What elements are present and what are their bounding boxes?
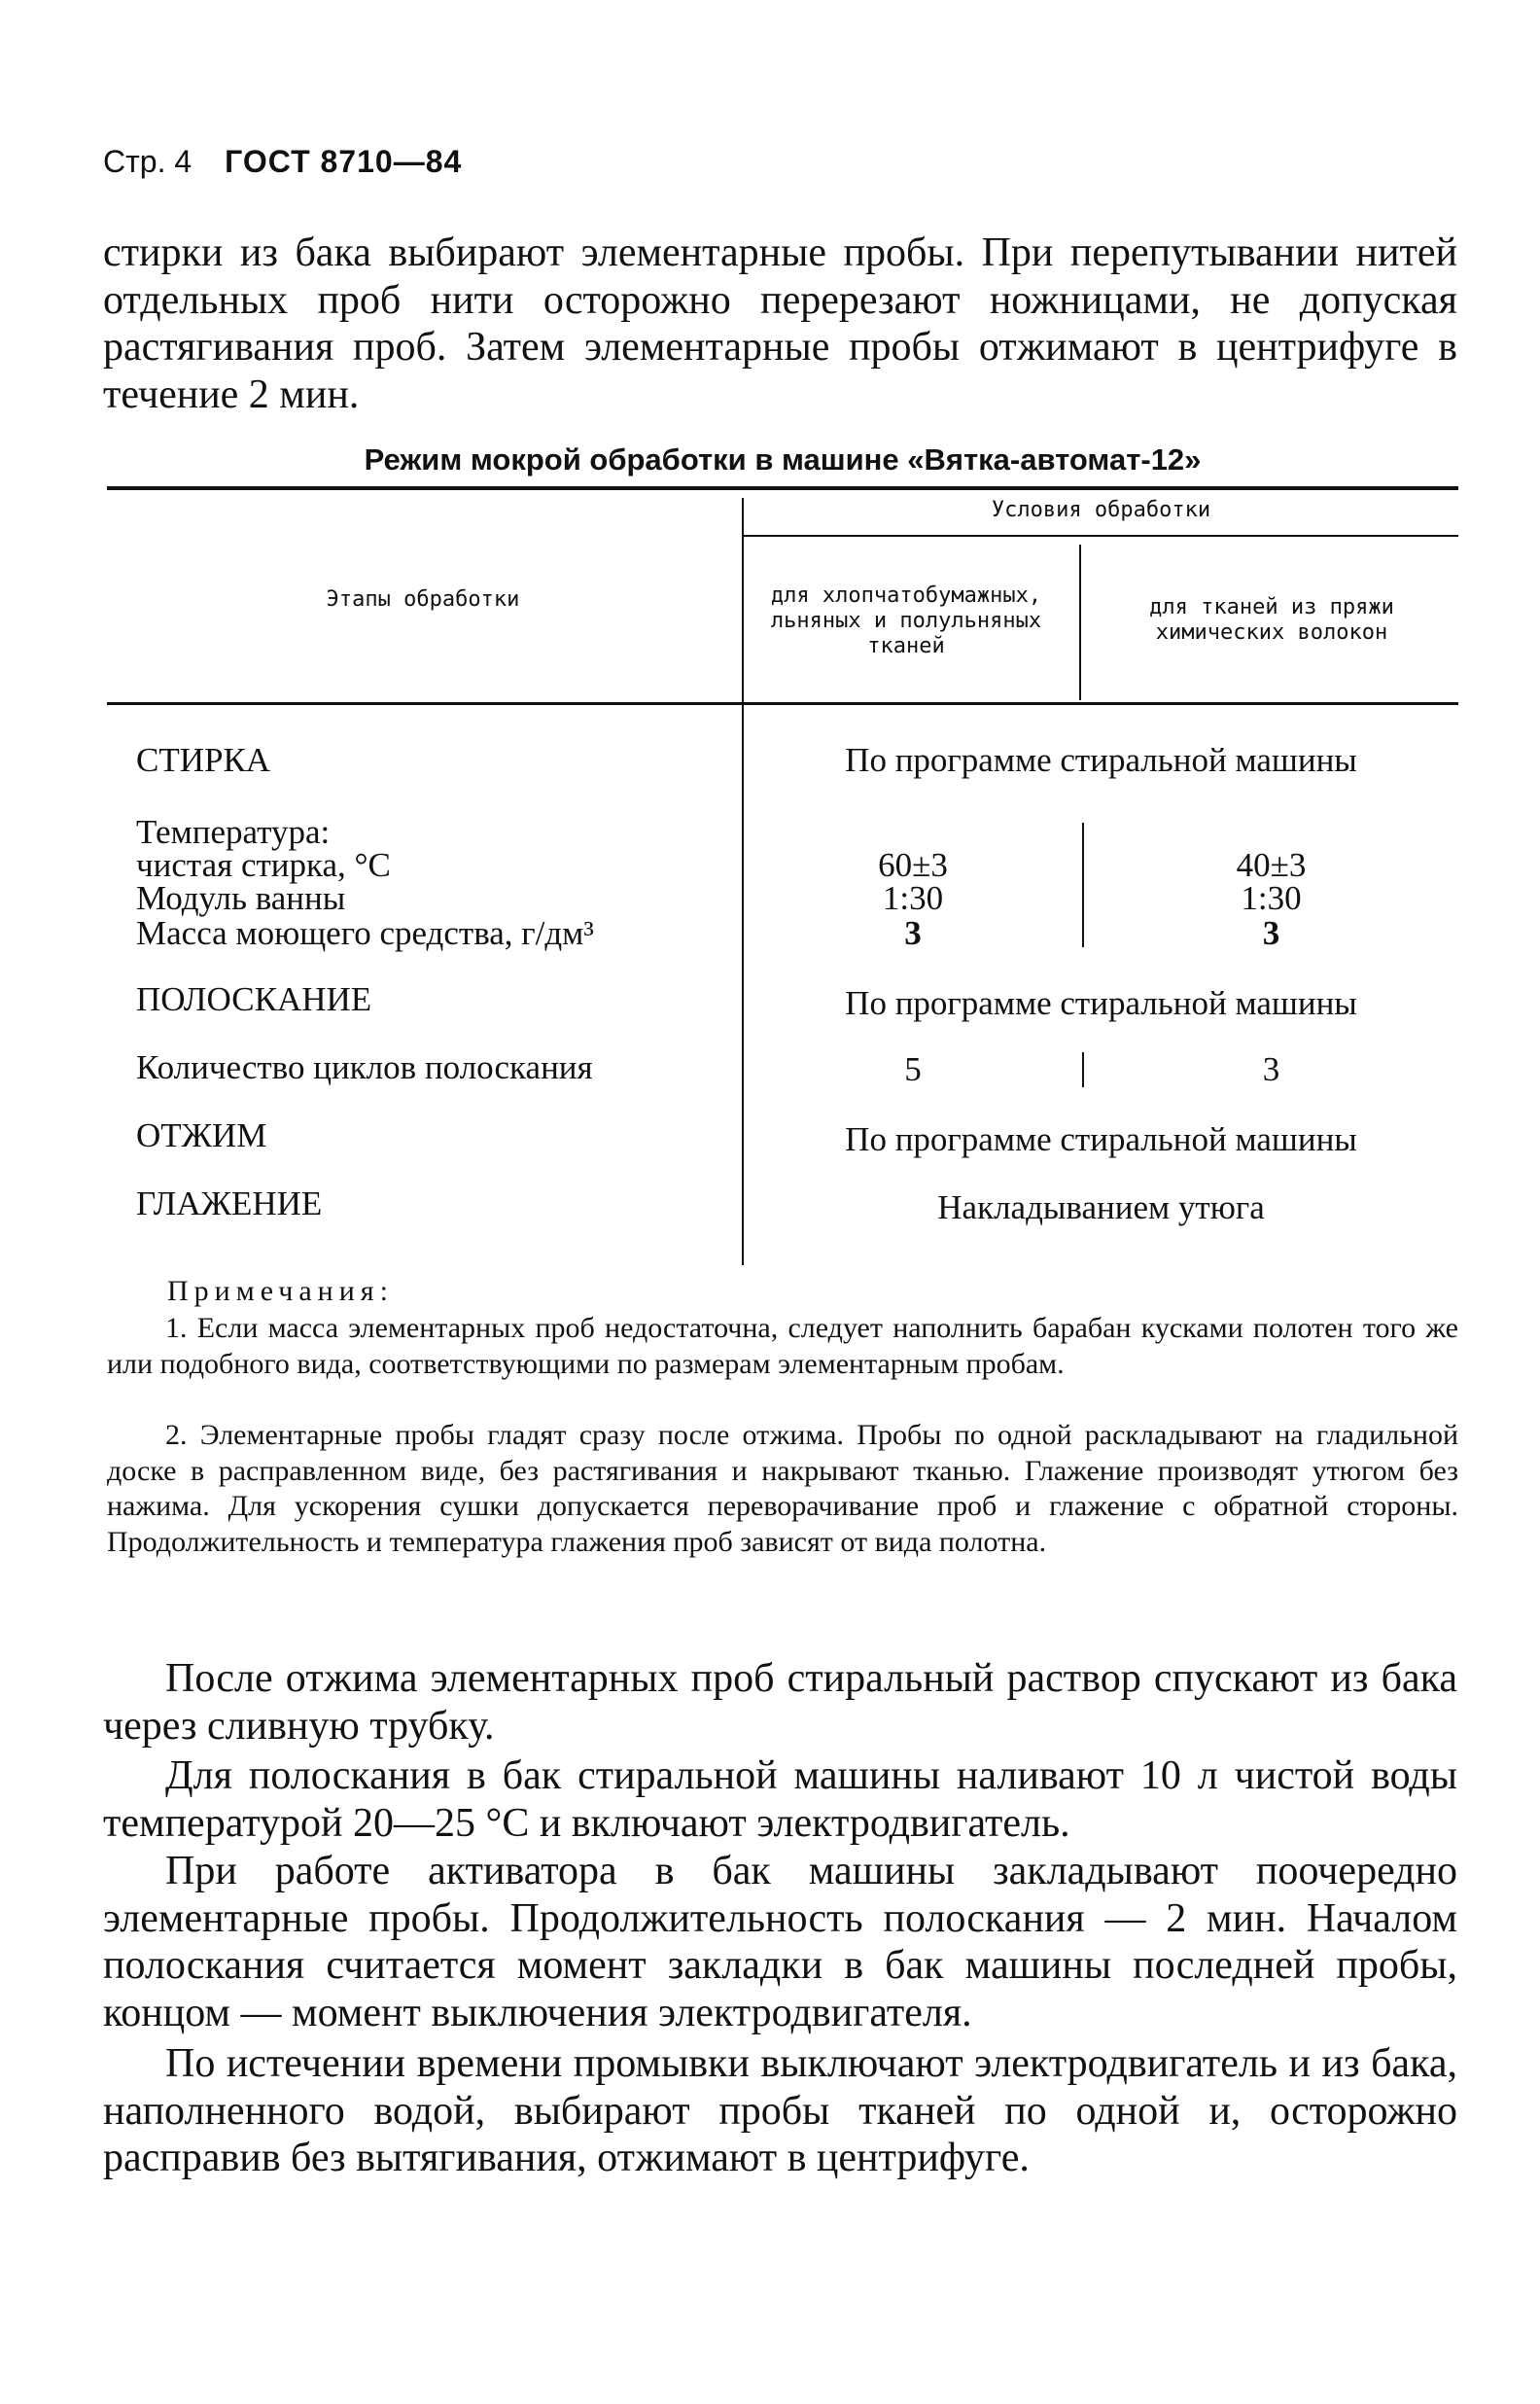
cotton-column-header: для хлопчатобумажных, льняных и полульняных тканей: [770, 583, 1042, 658]
paragraph-rinse-water: Для полоскания в бак стиральной машины наливают 10 л чистой воды температурой 20—25 °С и включают электродвигатель.: [103, 1753, 1457, 1846]
row-detergent-label: Масса моющего средства, г/дм³: [136, 914, 594, 952]
paragraph-activator: При работе активатора в бак машины закладывают поочередно элементарные пробы. Продолжительность полоскания — 2 мин. Началом полоскания считается момент закладки в бак машины последней пробы, концом — момент выключения электродвигателя.: [103, 1849, 1457, 2035]
page-header: [103, 144, 462, 180]
paragraph-spin-drain: После отжима элементарных проб стиральный раствор спускают из бака через сливную трубку.: [103, 1656, 1457, 1749]
rinse-cycles-chem: 3: [1262, 1050, 1280, 1088]
table-top-rule: [107, 486, 1458, 490]
row-rinse-value: По программе стиральной машины: [845, 984, 1357, 1022]
header-column-divider: [1079, 545, 1081, 700]
stage-column-header: Этапы обработки: [326, 587, 520, 612]
chem-column-header: для тканей из пряжи химических волокон: [1149, 595, 1394, 645]
rinse-cycles-cotton: 5: [904, 1050, 922, 1088]
row-ironing-label: ГЛАЖЕНИЕ: [136, 1184, 323, 1222]
conditions-subrule: [744, 535, 1458, 537]
note-1: 1. Если масса элементарных проб недостаточна, следует наполнить барабан кусками полотен того же или подобного вида, соответствующими по размерам элементарным пробам.: [107, 1312, 1458, 1380]
bath-module-cotton: 1:30: [882, 879, 944, 917]
table-title: Режим мокрой обработки в машине «Вятка-автомат-12»: [364, 442, 1202, 477]
page-number: Стр. 4: [103, 144, 192, 179]
detergent-chem: 3: [1262, 914, 1280, 952]
conditions-header: Условия обработки: [991, 498, 1211, 522]
bath-module-chem: 1:30: [1241, 879, 1302, 917]
header-bottom-rule: [107, 702, 1458, 705]
paragraph-after-rinse: По истечении времени промывки выключают электродвигатель и из бака, наполненного водой, выбирают пробы тканей по одной и, осторожно расправив без вытягивания, отжимают в центрифуге.: [103, 2041, 1457, 2180]
standard-number: ГОСТ 8710—84: [225, 144, 463, 179]
row-rinse-cycles-label: Количество циклов полоскания: [136, 1048, 593, 1086]
row-bath-module-label: Модуль ванны: [136, 879, 346, 917]
row-temperature-label: Температура:: [136, 813, 331, 851]
notes-heading: Примечания:: [167, 1275, 394, 1307]
row-clean-wash-label: чистая стирка, °С: [136, 846, 391, 884]
row-stirka-label: СТИРКА: [136, 741, 271, 779]
intro-paragraph: стирки из бака выбирают элементарные пробы. При перепутывании нитей отдельных проб нити осторожно перерезают ножницами, не допуская растягивания проб. Затем элементарные пробы отжимают в центрифуге в течение 2 мин.: [103, 230, 1457, 417]
row-spin-label: ОТЖИМ: [136, 1116, 267, 1154]
row-ironing-value: Накладыванием утюга: [937, 1188, 1265, 1226]
row-spin-value: По программе стиральной машины: [845, 1120, 1357, 1158]
row-stirka-value: По программе стиральной машины: [845, 741, 1357, 779]
clean-wash-chem: 40±3: [1236, 846, 1307, 884]
detergent-cotton: 3: [904, 914, 922, 952]
clean-wash-cotton: 60±3: [878, 846, 948, 884]
note-2: 2. Элементарные пробы гладят сразу после отжима. Пробы по одной раскладывают на гладильной доске в расправленном виде, без растягивания и накрывают тканью. Глажение производят утюгом без нажима. Для ускорения сушки допускается переворачивание проб и глажение с обратной стороны. Продолжительность и температура глажения проб зависят от вида полотна.: [107, 1419, 1458, 1558]
row-rinse-label: ПОЛОСКАНИЕ: [136, 980, 372, 1018]
